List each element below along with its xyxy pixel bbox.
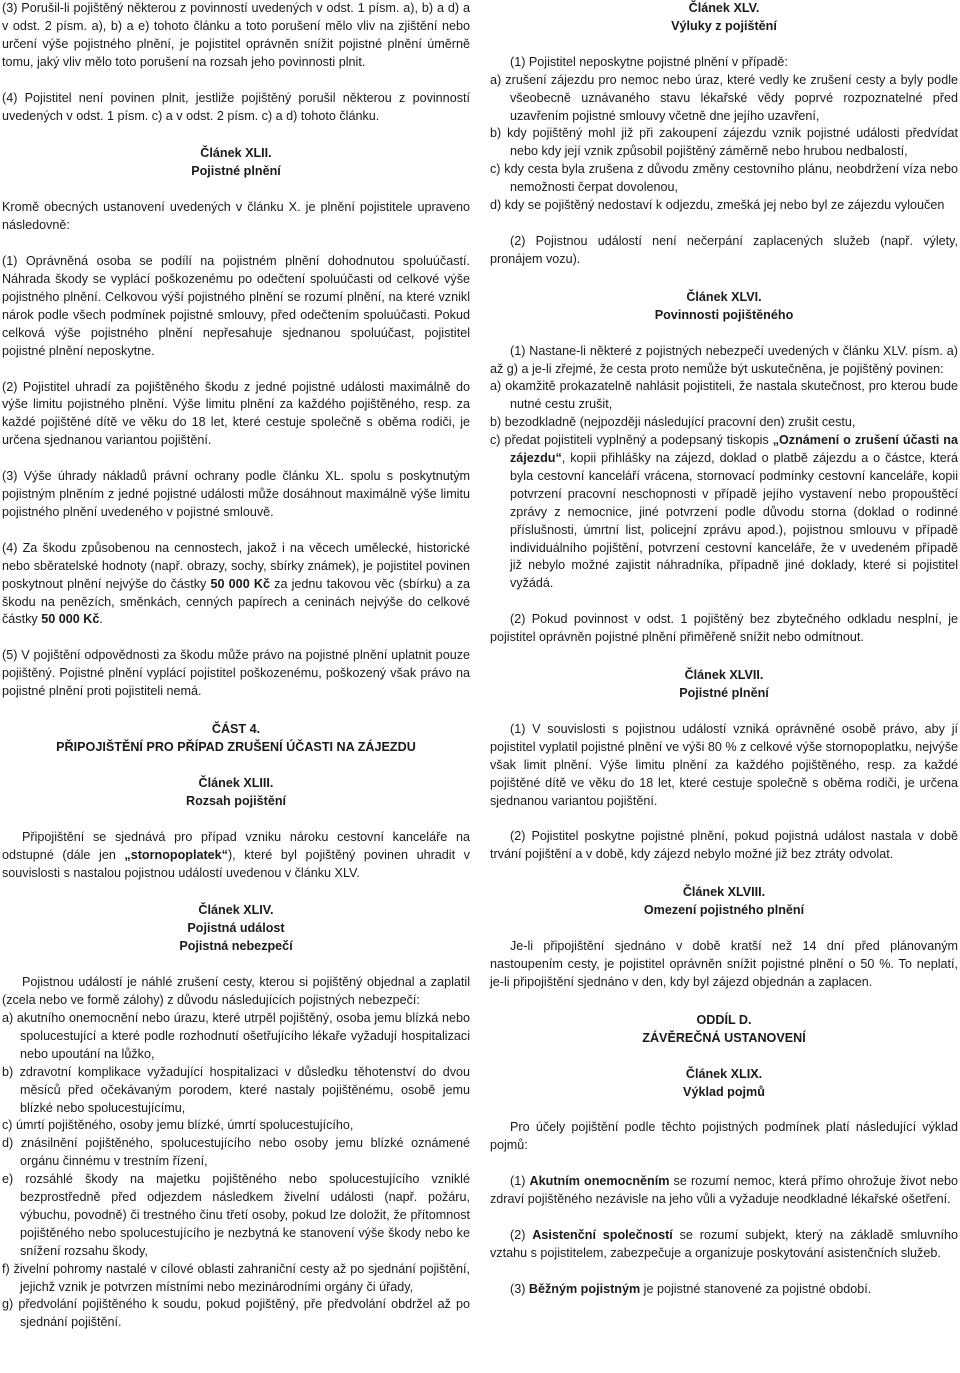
article-xlii-title: Článek XLII. bbox=[200, 146, 272, 161]
article-xlv-para-1: (1) Pojistitel neposkytne pojistné plnění v případě: bbox=[510, 54, 788, 69]
article-xlvi-title: Článek XLVI. bbox=[686, 289, 762, 304]
article-xliv-title: Článek XLIV. bbox=[198, 903, 274, 918]
para-4-text-c: . bbox=[99, 612, 103, 627]
definition-2 bbox=[490, 1227, 958, 1263]
definition-1 bbox=[490, 1173, 958, 1209]
amount-2: 50 000 Kč bbox=[41, 612, 100, 627]
section-d-title: ODDÍL D. bbox=[696, 1012, 752, 1027]
def-3-number: (3) bbox=[510, 1281, 529, 1296]
article-xlv-subtitle: Výluky z pojištění bbox=[671, 18, 777, 33]
xliii-text-a: Připojištění se sjednává pro případ vzniku nároku cestovní kanceláře na odstupné (dále jen bbox=[2, 829, 470, 862]
item-c-text-b: , kopii přihlášky na zájezd, doklad o platbě zájezdu a o částce, která byla cestovní kanceláří vrácena, stornovací podmínky cestovní kanceláře, kopii potvrzení pracovní neschopnosti v případě jejího vystavení nebo propouštěcí zprávy z nemocnice, jiné potvrzení podle důvodu storna (doklad o rodinné příslušnosti, úmrtní list, policejní zprávu apod.), pojistnou smlouvu v případě individuálního pojištění, potvrzení cestovní kanceláře, že v uvedeném případě již nebylo možné zajistit náhradníka, případně jiné doklady, které si pojistitel vyžádá. bbox=[510, 451, 958, 591]
article-xlvi-subtitle: Povinnosti pojištěného bbox=[654, 307, 794, 322]
list-item: b) zdravotní komplikace vyžadující hospitalizaci v důsledku těhotenství do dvou měsíců před očekávaným porodem, které nastaly pojištěnému, osobě jemu blízké nebo spolucestujícímu, bbox=[2, 1064, 470, 1115]
part-4-subtitle: PŘIPOJIŠTĚNÍ PRO PŘÍPAD ZRUŠENÍ ÚČASTI NA ZÁJEZDU bbox=[56, 740, 416, 754]
paragraph-3-breach: (3) Porušil-li pojištěný některou z povinností uvedených v odst. 1 písm. a), b) a d) a v odst. 2 písm. a), b) a e) tohoto článku a toto porušení mělo vliv na zjištění nebo určení výše pojistného plnění, je pojistitel oprávněn snížit pojistné plnění úměrně tomu, jaký vliv mělo toto porušení na rozsah jeho povinnosti plnit. bbox=[2, 1, 470, 69]
list-item: c) úmrtí pojištěného, osoby jemu blízké, úmrtí spolucestujícího, bbox=[2, 1118, 354, 1133]
list-item: b) bezodkladně (nejpozději následující pracovní den) zrušit cestu, bbox=[490, 415, 856, 430]
article-xlviii-subtitle: Omezení pojistného plnění bbox=[643, 903, 805, 918]
list-item bbox=[490, 432, 958, 593]
definition-3 bbox=[490, 1281, 958, 1299]
list-item: a) akutního onemocnění nebo úrazu, které utrpěl pojištěný, osoba jemu blízká nebo spolucestující a které podle rozhodnutí ošetřujícího lékaře vyžadují hospitalizaci nebo upoutání na lůžko, bbox=[2, 1010, 470, 1061]
article-xlviii-title: Článek XLVIII. bbox=[682, 885, 766, 900]
def-1-term: Akutním onemocněním bbox=[529, 1174, 670, 1189]
article-xlvii-para-2: (2) Pojistitel poskytne pojistné plnění, pokud pojistná událost nastala v době trvání pojištění a v době, kdy zájezd nebylo možné již bez ztráty odvolat. bbox=[490, 829, 958, 862]
article-xlii-para-3: (3) Výše úhrady nákladů právní ochrany podle článku XL. spolu s poskytnutým pojistným plněním z jedné pojistné události může dosáhnout maximálně výše limitu pojistného plnění uvedeného v pojistné smlouvě. bbox=[2, 469, 470, 519]
list-item: e) rozsáhlé škody na majetku pojištěného nebo spolucestujícího vzniklé bezprostředně před odjezdem následkem živelní události (např. požáru, výbuchu, povodně) či trestného činu třetí osoby, pokud lze doložit, že přítomnost pojištěného nebo spolucestujícího je nezbytná ke stanovení výše škody nebo ke snížení rozsahu škody, bbox=[2, 1172, 470, 1258]
article-xlvii-title: Článek XLVII. bbox=[684, 668, 764, 683]
form-name: „Oznámení o zrušení účasti na zájezdu“ bbox=[510, 433, 958, 466]
article-xlix-intro: Pro účely pojištění podle těchto pojistných podmínek platí následující výklad pojmů: bbox=[490, 1120, 958, 1153]
article-xliv-subtitle-1: Pojistná událost bbox=[187, 921, 285, 936]
article-xliii-title: Článek XLIII. bbox=[198, 775, 274, 790]
def-3-text: je pojistné stanovené za pojistné období. bbox=[640, 1281, 872, 1296]
article-xlii-subtitle: Pojistné plnění bbox=[191, 164, 281, 179]
article-xliv-subtitle-2: Pojistná nebezpečí bbox=[179, 939, 293, 954]
article-xlv-para-2: (2) Pojistnou událostí není nečerpání zaplacených služeb (např. výlety, pronájem vozu). bbox=[490, 233, 958, 266]
list-item: c) kdy cesta byla zrušena z důvodu změny cestovního plánu, neobdržení víza nebo nemožnosti čerpat dovolenou, bbox=[490, 162, 958, 195]
article-xlvii-para-1: (1) V souvislosti s pojistnou událostí vzniká oprávněné osobě právo, aby jí pojistitel vyplatil pojistné plnění ve výši 80 % z celkové výše stornopoplatku, nejvýše však limit plnění. Výše limitu plnění za každého pojištěného, resp. za každé pojištěné dítě ve věku do 18 let, které cestuje společně s oběma rodiči, je určena sjednanou variantou pojištění. bbox=[490, 721, 958, 808]
list-item: g) předvolání pojištěného k soudu, pokud pojištěný, pře předvolání obdržel až po sjednání pojištění. bbox=[2, 1297, 470, 1330]
left-column bbox=[2, 0, 470, 1332]
article-xlvi-para-1: (1) Nastane-li některé z pojistných nebezpečí uvedených v článku XLV. písm. a) až g) a je-li zřejmé, že cesta proto nemůže být uskutečněna, je pojištěný povinen: bbox=[490, 343, 958, 376]
def-2-text: se rozumí subjekt, který na základě smluvního vztahu s pojistitelem, zabezpečuje a organizuje poskytování asistenčních služeb. bbox=[490, 1228, 958, 1260]
part-4-title: ČÁST 4. bbox=[211, 722, 261, 737]
amount-1: 50 000 Kč bbox=[210, 576, 270, 591]
paragraph-4-breach: (4) Pojistitel není povinen plnit, jestliže pojištěný porušil některou z povinností uvedených v odst. 1 písm. c) a v odst. 2 písm. c) a d) tohoto článku. bbox=[2, 90, 470, 123]
article-xlvi-para-2: (2) Pokud povinnost v odst. 1 pojištěný bez zbytečného odkladu nesplní, je pojistitel oprávněn pojistné plnění přiměřeně snížit nebo odmítnout. bbox=[490, 612, 958, 645]
def-3-term: Běžným pojistným bbox=[528, 1281, 641, 1296]
article-xlv-list bbox=[490, 72, 958, 215]
def-2-number: (2) bbox=[510, 1228, 533, 1243]
para-4-text-b: za jednu takovou věc (sbírku) a za škodu na penězích, směnkách, cenných papírech a ceninách nejvýše do celkové částky bbox=[2, 576, 470, 627]
article-xlii-para-2: (2) Pojistitel uhradí za pojištěného škodu z jedné pojistné události maximálně do výše limitu pojistného plnění. Výše limitu plnění za každého pojištěného, resp. za každé pojištěné dítě ve věku do 18 let, které cestuje společně s oběma rodiči, je určena sjednanou variantou pojištění. bbox=[2, 379, 470, 448]
article-xlix-title: Článek XLIX. bbox=[685, 1066, 763, 1081]
article-xlii-para-5: (5) V pojištění odpovědnosti za škodu může právo na pojistné plnění uplatnit pouze pojištěný. Pojistné plnění vyplácí pojistitel poškozenému, poškozený však právo na pojistné plnění proti pojistiteli nemá. bbox=[2, 648, 470, 699]
article-xliii-subtitle: Rozsah pojištění bbox=[185, 793, 287, 808]
list-item: f) živelní pohromy nastalé v cílové oblasti zahraniční cesty až po sjednání pojištění, jejichž vznik je potvrzen místními nebo mezinárodními orgány či úřady, bbox=[2, 1261, 470, 1294]
article-xlii-para-4 bbox=[2, 540, 470, 630]
article-xlvi-list bbox=[490, 378, 958, 593]
article-xliv-intro: Pojistnou událostí je náhlé zrušení cesty, kterou si pojištěný objednal a zaplatil (zcela nebo ve formě zálohy) z důvodu následujících pojistných nebezpečí: bbox=[2, 975, 470, 1008]
def-2-term: Asistenční společností bbox=[532, 1228, 673, 1243]
right-column bbox=[490, 0, 958, 1299]
def-1-number: (1) bbox=[510, 1174, 530, 1189]
article-xlix-subtitle: Výklad pojmů bbox=[683, 1084, 765, 1099]
article-xliv-list bbox=[2, 1010, 470, 1332]
article-xlvii-subtitle: Pojistné plnění bbox=[679, 686, 769, 700]
section-d-subtitle: ZÁVĚREČNÁ USTANOVENÍ bbox=[642, 1030, 806, 1045]
stornopoplatek-term: „stornopoplatek“ bbox=[124, 847, 228, 862]
item-c-text-a: c) předat pojistiteli vyplněný a podepsaný tiskopis bbox=[490, 433, 773, 448]
list-item: a) zrušení zájezdu pro nemoc nebo úraz, které vedly ke zrušení cesty a byly podle všeobecně uznávaného stavu lékařské vědy poprvé rozpoznatelné před uzavřením pojistné smlouvy včetně dne jejího uzavření, bbox=[490, 72, 958, 123]
article-xlii-intro: Kromě obecných ustanovení uvedených v článku X. je plnění pojistitele upraveno následovně: bbox=[2, 200, 470, 233]
article-xlii-para-1: (1) Oprávněná osoba se podílí na pojistném plnění dohodnutou spoluúčastí. Náhrada škody se vyplácí poškozenému po odečtení spoluúčasti od celkové výše pojistného plnění. Celkovou výší pojistného plnění se rozumí plnění, na které vznikl nárok podle všech podmínek pojistné smlouvy, před odečtením spoluúčasti. Pokud celková výše pojistného plnění nepřesahuje sjednanou spoluúčast, pojistitel pojistné plnění neposkytne. bbox=[2, 254, 470, 358]
xliii-text-b: ), které byl pojištěný povinen uhradit v souvislosti s nastalou pojistnou událostí uvedenou v článku XLV. bbox=[2, 847, 470, 880]
article-xlv-title: Článek XLV. bbox=[688, 1, 760, 15]
list-item: d) znásilnění pojištěného, spolucestujícího nebo osoby jemu blízké oznámené orgánu činnému v trestním řízení, bbox=[2, 1136, 470, 1169]
para-4-text-a: (4) Za škodu způsobenou na cennostech, jakož i na věcech umělecké, historické nebo sběratelské hodnoty (např. obrazy, sochy, sbírky známek), je pojistitel povinen poskytnout plnění nejvýše do částky bbox=[2, 540, 470, 591]
list-item: d) kdy se pojištěný nedostaví k odjezdu, zmešká jej nebo byl ze zájezdu vyloučen bbox=[490, 198, 945, 213]
article-xlviii-text: Je-li připojištění sjednáno v době kratší než 14 dní před plánovaným nastoupením cesty, je pojistitel oprávněn snížit pojistné plnění o 50 %. To neplatí, je-li připojištění sjednáno v den, kdy byl zájezd objednán a zaplacen. bbox=[490, 939, 958, 989]
def-1-text: se rozumí nemoc, která přímo ohrožuje život nebo zdraví pojištěného nezávisle na jeho vůli a vyžaduje neodkladné lékařské ošetření. bbox=[490, 1174, 958, 1207]
list-item: b) kdy pojištěný mohl již při zakoupení zájezdu vznik pojistné události předvídat nebo kdy její vznik způsobil pojištěný záměrně nebo hrubou nedbalostí, bbox=[490, 126, 958, 159]
list-item: a) okamžitě prokazatelně nahlásit pojistiteli, že nastala skutečnost, pro kterou bude nutné cestu zrušit, bbox=[490, 379, 958, 412]
article-xliii-text bbox=[2, 829, 470, 883]
